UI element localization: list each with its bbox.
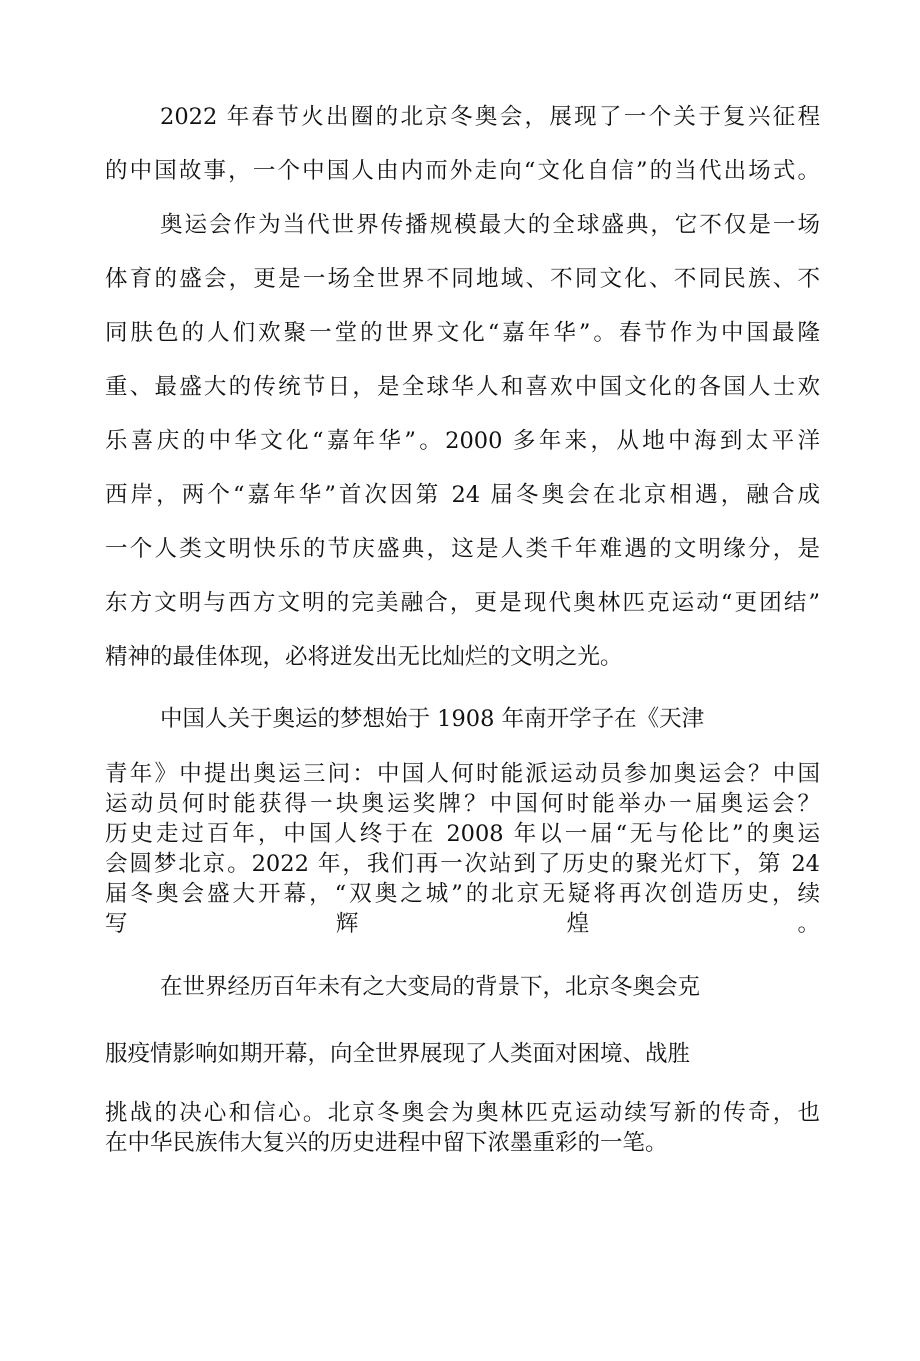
paragraph-line: 奥运会作为当代世界传播规模最大的全球盛典，它不仅是一场 (160, 212, 820, 238)
paragraph-line: 历史走过百年，中国人终于在 2008 年以一届“无与伦比”的奥运 (105, 821, 820, 847)
paragraph-line: 中国人关于奥运的梦想始于 1908 年南开学子在《天津 (160, 706, 705, 732)
paragraph-line: 在世界经历百年未有之大变局的背景下，北京冬奥会克 (160, 974, 701, 1000)
paragraph-line: 在中华民族伟大复兴的历史进程中留下浓墨重彩的一笔。 (105, 1130, 668, 1156)
paragraph-line: 挑战的决心和信心。北京冬奥会为奥林匹克运动续写新的传奇，也 (105, 1100, 820, 1126)
paragraph-line: 青年》中提出奥运三问：中国人何时能派运动员参加奥运会？中国 (105, 761, 820, 787)
paragraph-line: 届冬奥会盛大开幕，“双奥之城”的北京无疑将再次创造历史，续 (105, 881, 820, 907)
paragraph-line: 同肤色的人们欢聚一堂的世界文化“嘉年华”。春节作为中国最隆 (105, 320, 820, 346)
paragraph-line: 运动员何时能获得一块奥运奖牌？中国何时能举办一届奥运会？ (105, 791, 820, 817)
paragraph-line: 西岸，两个“嘉年华”首次因第 24 届冬奥会在北京相遇，融合成 (105, 482, 820, 508)
paragraph-line: 2022 年春节火出圈的北京冬奥会，展现了一个关于复兴征程 (160, 104, 820, 130)
paragraph-line: 东方文明与西方文明的完美融合，更是现代奥林匹克运动“更团结” (105, 590, 820, 616)
paragraph-line: 服疫情影响如期开幕，向全世界展现了人类面对困境、战胜 (105, 1041, 691, 1067)
paragraph-line: 的中国故事，一个中国人由内而外走向“文化自信”的当代出场式。 (105, 158, 820, 184)
paragraph-line: 乐喜庆的中华文化“嘉年华”。2000 多年来，从地中海到太平洋 (105, 428, 820, 454)
paragraph-line: 一个人类文明快乐的节庆盛典，这是人类千年难遇的文明缘分，是 (105, 536, 820, 562)
paragraph-line: 写辉煌。 (105, 911, 820, 937)
paragraph-line: 精神的最佳体现，必将迸发出无比灿烂的文明之光。 (105, 644, 623, 670)
paragraph-line: 会圆梦北京。2022 年，我们再一次站到了历史的聚光灯下，第 24 (105, 851, 820, 877)
paragraph-line: 体育的盛会，更是一场全世界不同地域、不同文化、不同民族、不 (105, 266, 820, 292)
paragraph-line: 重、最盛大的传统节日，是全球华人和喜欢中国文化的各国人士欢 (105, 374, 820, 400)
